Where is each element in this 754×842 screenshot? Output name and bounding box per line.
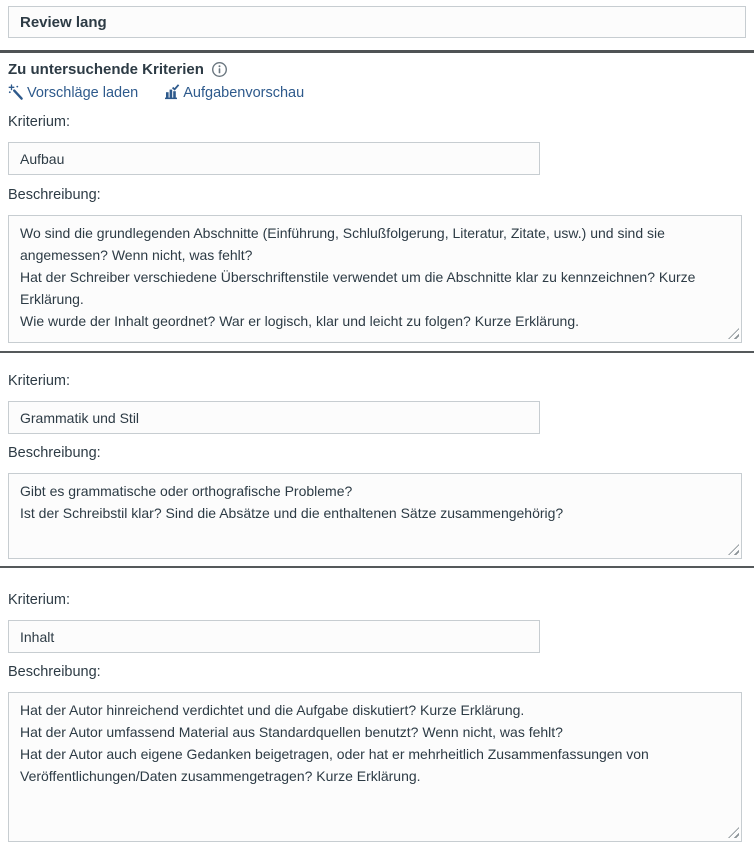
kriterium-input-3[interactable] [8,620,540,653]
kriterium-label: Kriterium: [8,592,71,608]
beschreibung-label: Beschreibung: [8,187,101,203]
load-suggestions-link[interactable] [8,84,138,101]
task-preview-label: Aufgabenvorschau [183,84,305,101]
beschreibung-textarea-wrap [8,215,746,343]
beschreibung-textarea-wrap [8,692,746,842]
action-links-row [8,84,746,101]
beschreibung-textarea-wrap [8,473,746,559]
kriterium-input-2[interactable] [8,401,540,434]
beschreibung-textarea-3[interactable] [8,692,742,842]
beschreibung-textarea-1[interactable] [8,215,742,343]
criteria-heading-row [8,60,746,78]
beschreibung-label: Beschreibung: [8,664,101,680]
beschreibung-label: Beschreibung: [8,445,101,461]
kriterium-label: Kriterium: [8,373,71,389]
kriterium-label: Kriterium: [8,114,71,130]
load-suggestions-label: Vorschläge laden [27,84,139,101]
bar-chart-check-icon [164,84,181,101]
beschreibung-textarea-2[interactable] [8,473,742,559]
magic-wand-icon [8,84,25,101]
section-divider [0,566,754,568]
section-divider [0,50,754,53]
kriterium-input-1[interactable] [8,142,540,175]
info-circle-icon[interactable] [211,61,228,78]
section-divider [0,351,754,353]
review-title-input[interactable] [8,6,746,38]
criteria-heading: Zu untersuchende Kriterien [8,60,204,78]
task-preview-link[interactable] [164,84,304,101]
